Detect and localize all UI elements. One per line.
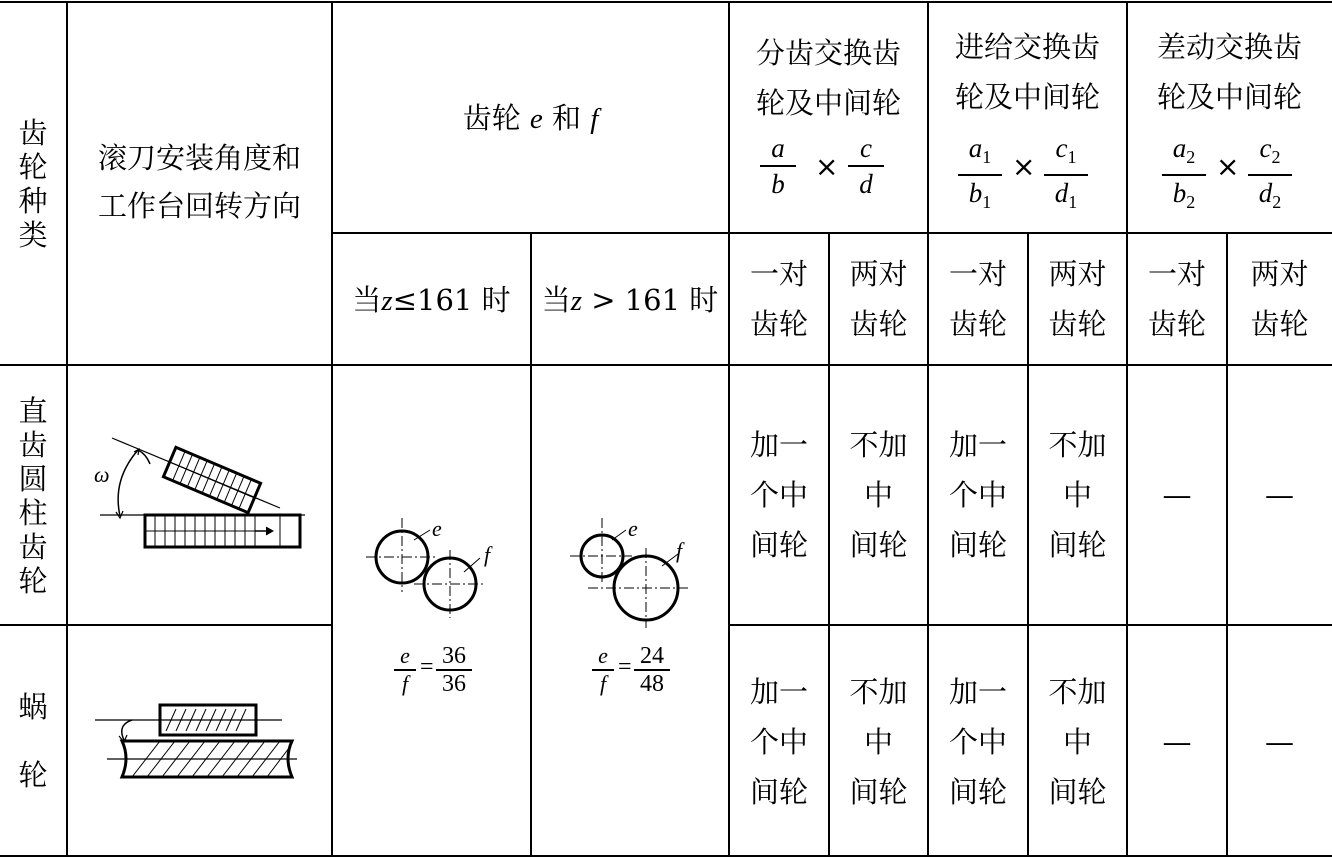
header-index-two-pair: 两对 齿轮 bbox=[849, 257, 908, 341]
ratio-le-f: f bbox=[401, 671, 409, 696]
header-gear-ef bbox=[332, 100, 729, 137]
ratio-le bbox=[390, 644, 490, 704]
gear-e-label-le: e bbox=[432, 516, 442, 541]
header-gear-ef-e: e bbox=[529, 103, 543, 135]
feed-frac-c-sub: 1 bbox=[1067, 147, 1077, 167]
feed-fraction-cd bbox=[1044, 133, 1088, 217]
worm-diff-one-pair: — bbox=[1162, 725, 1192, 759]
ratio-le-e: e bbox=[400, 643, 410, 668]
diff-frac-d-sub: 2 bbox=[1272, 192, 1282, 212]
gear-f-label-le: f bbox=[484, 542, 491, 567]
feed-fraction-ab bbox=[958, 133, 1002, 217]
feed-times: × bbox=[1012, 150, 1036, 183]
omega-label: ω bbox=[94, 462, 110, 487]
worm-diff-two-pair: — bbox=[1265, 725, 1294, 759]
feed-frac-b-sub: 1 bbox=[982, 192, 992, 212]
ratio-gt bbox=[588, 644, 688, 704]
diff-frac-b-sub: 2 bbox=[1186, 192, 1196, 212]
header-feed-two-pair: 两对 齿轮 bbox=[1048, 257, 1107, 341]
worm-index-one-pair: 加一 个中 间轮 bbox=[749, 675, 808, 809]
feed-frac-c: c bbox=[1055, 133, 1068, 163]
feed-frac-a-sub: 1 bbox=[982, 147, 992, 167]
header-hob-setup-line1: 滚刀安装角度和 bbox=[97, 141, 301, 175]
row-worm-gear-label: 蜗 轮 bbox=[18, 690, 48, 792]
header-diff-two-pair: 两对 齿轮 bbox=[1250, 257, 1309, 341]
gear-e-label-gt: e bbox=[628, 516, 638, 541]
feed-frac-d-sub: 1 bbox=[1068, 192, 1078, 212]
header-gear-ef-prefix: 齿轮 bbox=[462, 101, 521, 135]
header-index-one-pair: 一对 齿轮 bbox=[749, 257, 808, 341]
header-group-diff-title: 差动交换齿 轮及中间轮 bbox=[1156, 30, 1302, 114]
diff-times: × bbox=[1216, 150, 1240, 183]
cond-le-rest: ≤161 时 bbox=[392, 283, 511, 317]
diff-frac-c: c bbox=[1259, 133, 1272, 163]
cond-gt-z: z bbox=[570, 285, 582, 317]
diff-frac-a-sub: 2 bbox=[1186, 147, 1196, 167]
cond-le-z: z bbox=[381, 285, 393, 317]
spur-feed-two-pair: 不加 中 间轮 bbox=[1048, 428, 1107, 562]
diff-fraction-ab bbox=[1162, 133, 1206, 217]
index-frac-d: d bbox=[859, 169, 873, 199]
diff-frac-b: b bbox=[1172, 178, 1187, 208]
worm-feed-two-pair: 不加 中 间轮 bbox=[1048, 675, 1107, 809]
ratio-le-36b: 36 bbox=[442, 671, 466, 697]
diff-frac-c-sub: 2 bbox=[1271, 147, 1281, 167]
header-gear-ef-and: 和 bbox=[552, 101, 582, 135]
feed-frac-a: a bbox=[968, 133, 983, 163]
index-times: × bbox=[815, 150, 839, 183]
gear-pair-gt-diagram bbox=[560, 510, 720, 630]
spur-hob-diagram bbox=[90, 430, 310, 555]
gear-f-label-gt: f bbox=[676, 538, 683, 563]
cond-le-prefix: 当 bbox=[352, 283, 382, 317]
spur-index-two-pair: 不加 中 间轮 bbox=[849, 428, 908, 562]
cond-gt-prefix: 当 bbox=[541, 283, 571, 317]
spur-diff-two-pair: — bbox=[1265, 478, 1294, 512]
diff-frac-a: a bbox=[1172, 133, 1187, 163]
ratio-gt-e: e bbox=[598, 643, 608, 668]
feed-frac-b: b bbox=[968, 178, 983, 208]
diff-frac-d: d bbox=[1258, 178, 1273, 208]
spur-diff-one-pair: — bbox=[1162, 478, 1192, 512]
index-frac-b: b bbox=[771, 169, 785, 199]
cond-gt-rest: > 161 时 bbox=[582, 283, 719, 317]
header-diff-one-pair: 一对 齿轮 bbox=[1147, 257, 1206, 341]
row-spur-gear-label: 直 齿 圆 柱 齿 轮 bbox=[18, 394, 48, 598]
ratio-gt-f: f bbox=[599, 671, 607, 696]
header-gear-ef-f: f bbox=[590, 103, 599, 135]
ratio-gt-48: 48 bbox=[640, 671, 664, 697]
spur-feed-one-pair: 加一 个中 间轮 bbox=[948, 428, 1007, 562]
header-feed-one-pair: 一对 齿轮 bbox=[948, 257, 1007, 341]
ratio-gt-eq: = bbox=[618, 654, 632, 680]
index-fraction-cd bbox=[848, 133, 884, 199]
header-hob-setup-line2: 工作台回转方向 bbox=[97, 189, 301, 223]
header-gear-type: 齿 轮 种 类 bbox=[18, 116, 48, 252]
header-cond-le bbox=[332, 282, 531, 319]
spur-index-one-pair: 加一 个中 间轮 bbox=[749, 428, 808, 562]
ratio-le-36a: 36 bbox=[442, 643, 466, 669]
header-group-index-title: 分齿交换齿 轮及中间轮 bbox=[755, 36, 901, 120]
gear-pair-le-diagram bbox=[352, 510, 512, 620]
worm-index-two-pair: 不加 中 间轮 bbox=[849, 675, 908, 809]
feed-frac-d: d bbox=[1054, 178, 1069, 208]
index-frac-a: a bbox=[771, 133, 785, 163]
header-cond-gt bbox=[531, 282, 729, 319]
worm-hob-diagram bbox=[92, 695, 307, 785]
ratio-gt-24: 24 bbox=[640, 643, 664, 669]
header-group-feed-title: 进给交换齿 轮及中间轮 bbox=[954, 30, 1100, 114]
index-frac-c: c bbox=[860, 133, 872, 163]
worm-feed-one-pair: 加一 个中 间轮 bbox=[948, 675, 1007, 809]
diff-fraction-cd bbox=[1248, 133, 1292, 217]
ratio-le-eq: = bbox=[420, 654, 434, 680]
index-fraction-ab bbox=[760, 133, 796, 199]
